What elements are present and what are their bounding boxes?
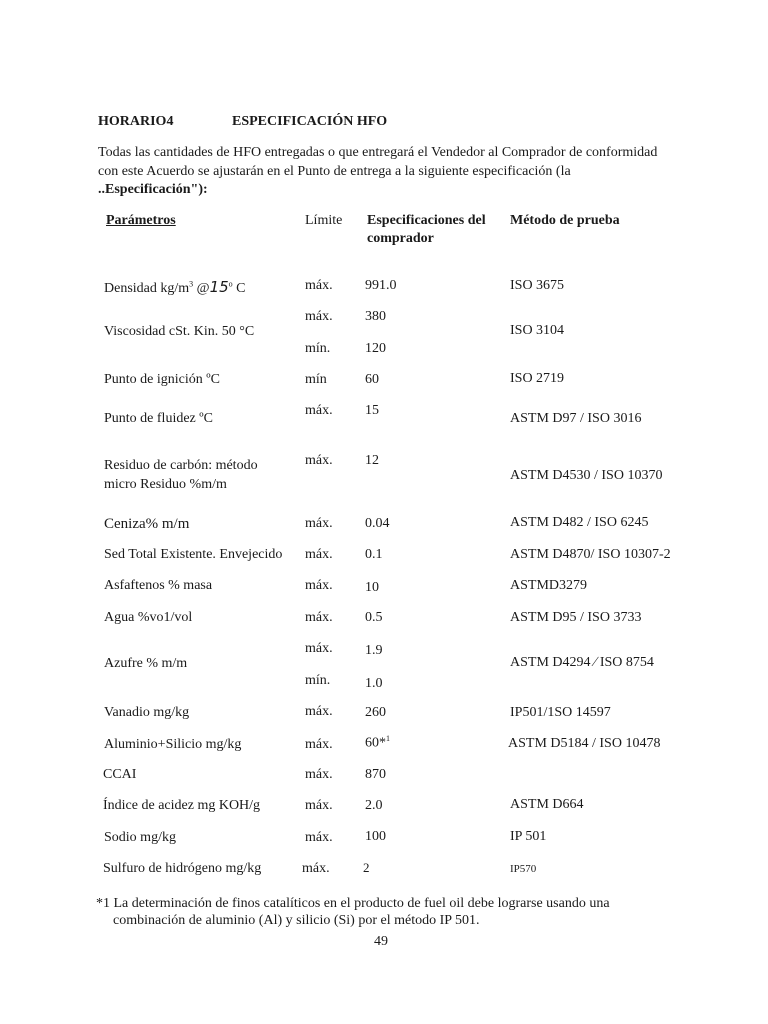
limit-ceniza: máx. [305, 516, 333, 531]
value-azufre-min: 1.0 [365, 676, 383, 691]
limit-viscosidad-max: máx. [305, 309, 333, 324]
param-carbon-line1: Residuo de carbón: método [104, 458, 258, 473]
intro-line-3: ..Especificación"): [98, 182, 208, 197]
limit-sulfuro: máx. [302, 861, 330, 876]
param-sed: Sed Total Existente. Envejecido [104, 547, 283, 562]
intro-line-1: Todas las cantidades de HFO entregadas o que entregará el Vendedor al Comprador de conformidad [98, 145, 658, 160]
method-viscosidad: ISO 3104 [510, 323, 565, 338]
param-vanadio: Vanadio mg/kg [104, 705, 190, 720]
param-aluminio: Aluminio+Silicio mg/kg [104, 737, 242, 752]
header-limite: Límite [305, 213, 343, 228]
param-ceniza: Ceniza% m/m [104, 516, 190, 532]
limit-carbon: máx. [305, 453, 333, 468]
param-acidez: Índice de acidez mg KOH/g [103, 798, 261, 813]
param-fluidez: Punto de fluidez ºC [104, 411, 213, 426]
method-asfaltenos: ASTMD3279 [510, 578, 588, 593]
method-sed: ASTM D4870/ ISO 10307-2 [510, 547, 671, 562]
section-label: HORARIO4 [98, 114, 174, 129]
limit-asfaltenos: máx. [305, 578, 333, 593]
param-agua: Agua %vo1/vol [104, 610, 193, 625]
limit-ccai: máx. [305, 767, 333, 782]
value-ignicion: 60 [365, 372, 379, 387]
limit-aluminio: máx. [305, 737, 333, 752]
value-sodio: 100 [365, 829, 386, 844]
method-fluidez: ASTM D97 / ISO 3016 [510, 411, 642, 426]
limit-viscosidad-min: mín. [305, 341, 331, 356]
value-ccai: 870 [365, 767, 386, 782]
value-sulfuro: 2 [363, 860, 370, 875]
param-viscosidad: Viscosidad cSt. Kin. 50 °C [104, 324, 255, 339]
value-viscosidad-min: 120 [365, 341, 386, 356]
method-sodio: IP 501 [510, 829, 547, 844]
limit-densidad: máx. [305, 278, 333, 293]
value-asfaltenos: 10 [365, 580, 379, 595]
method-sulfuro: IP570 [510, 863, 537, 875]
param-sodio: Sodio mg/kg [104, 830, 176, 845]
value-carbon: 12 [365, 453, 379, 468]
limit-vanadio: máx. [305, 704, 333, 719]
method-aluminio: ASTM D5184 / ISO 10478 [508, 736, 661, 751]
limit-sed: máx. [305, 547, 333, 562]
header-metodo: Método de prueba [510, 213, 620, 228]
param-ignicion: Punto de ignición ºC [104, 372, 220, 387]
value-viscosidad-max: 380 [365, 309, 386, 324]
method-ignicion: ISO 2719 [510, 371, 565, 386]
page-title: ESPECIFICACIÓN HFO [232, 114, 388, 129]
param-azufre: Azufre % m/m [104, 656, 188, 671]
header-spec-line2: comprador [367, 231, 434, 246]
method-agua: ASTM D95 / ISO 3733 [510, 610, 642, 625]
page-number: 49 [374, 934, 388, 949]
param-asfaltenos: Asfaftenos % masa [104, 578, 213, 593]
param-densidad: Densidad $kg/m^3$ @15$^o$ C [104, 278, 246, 296]
footnote-line-1: *1 La determinación de finos catalíticos en el producto de fuel oil debe lograrse usando una [96, 896, 610, 911]
limit-agua: máx. [305, 610, 333, 625]
value-fluidez: 15 [365, 403, 379, 418]
limit-fluidez: máx. [305, 403, 333, 418]
value-aluminio: 60*$^1$ [365, 734, 390, 751]
method-carbon: ASTM D4530 / ISO 10370 [510, 468, 663, 483]
param-sulfuro: Sulfuro de hidrógeno mg/kg [103, 861, 262, 876]
value-azufre-max: 1.9 [365, 643, 383, 658]
value-densidad: 991.0 [365, 278, 397, 293]
header-spec-line1: Especificaciones del [367, 213, 486, 228]
method-ceniza: ASTM D482 / ISO 6245 [510, 515, 649, 530]
value-vanadio: 260 [365, 705, 386, 720]
limit-sodio: máx. [305, 830, 333, 845]
value-sed: 0.1 [365, 547, 383, 562]
limit-azufre-max: máx. [305, 641, 333, 656]
method-acidez: ASTM D664 [510, 797, 584, 812]
limit-azufre-min: mín. [305, 673, 331, 688]
value-ceniza: 0.04 [365, 516, 390, 531]
intro-line-2: con este Acuerdo se ajustarán en el Punto de entrega a la siguiente especificación (la [98, 164, 571, 179]
param-carbon-line2: micro Residuo %m/m [104, 477, 227, 492]
limit-ignicion: mín [305, 372, 327, 387]
method-densidad: ISO 3675 [510, 278, 565, 293]
method-vanadio: IP501/1SO 14597 [510, 705, 611, 720]
limit-acidez: máx. [305, 798, 333, 813]
footnote-line-2: combinación de aluminio (Al) y silicio (Si) por el método IP 501. [113, 913, 480, 928]
method-azufre: ASTM D4294 ∕ ISO 8754 [510, 655, 654, 670]
value-acidez: 2.0 [365, 798, 383, 813]
header-parametros: Parámetros [106, 213, 176, 228]
param-ccai: CCAI [103, 767, 137, 782]
value-agua: 0.5 [365, 610, 383, 625]
